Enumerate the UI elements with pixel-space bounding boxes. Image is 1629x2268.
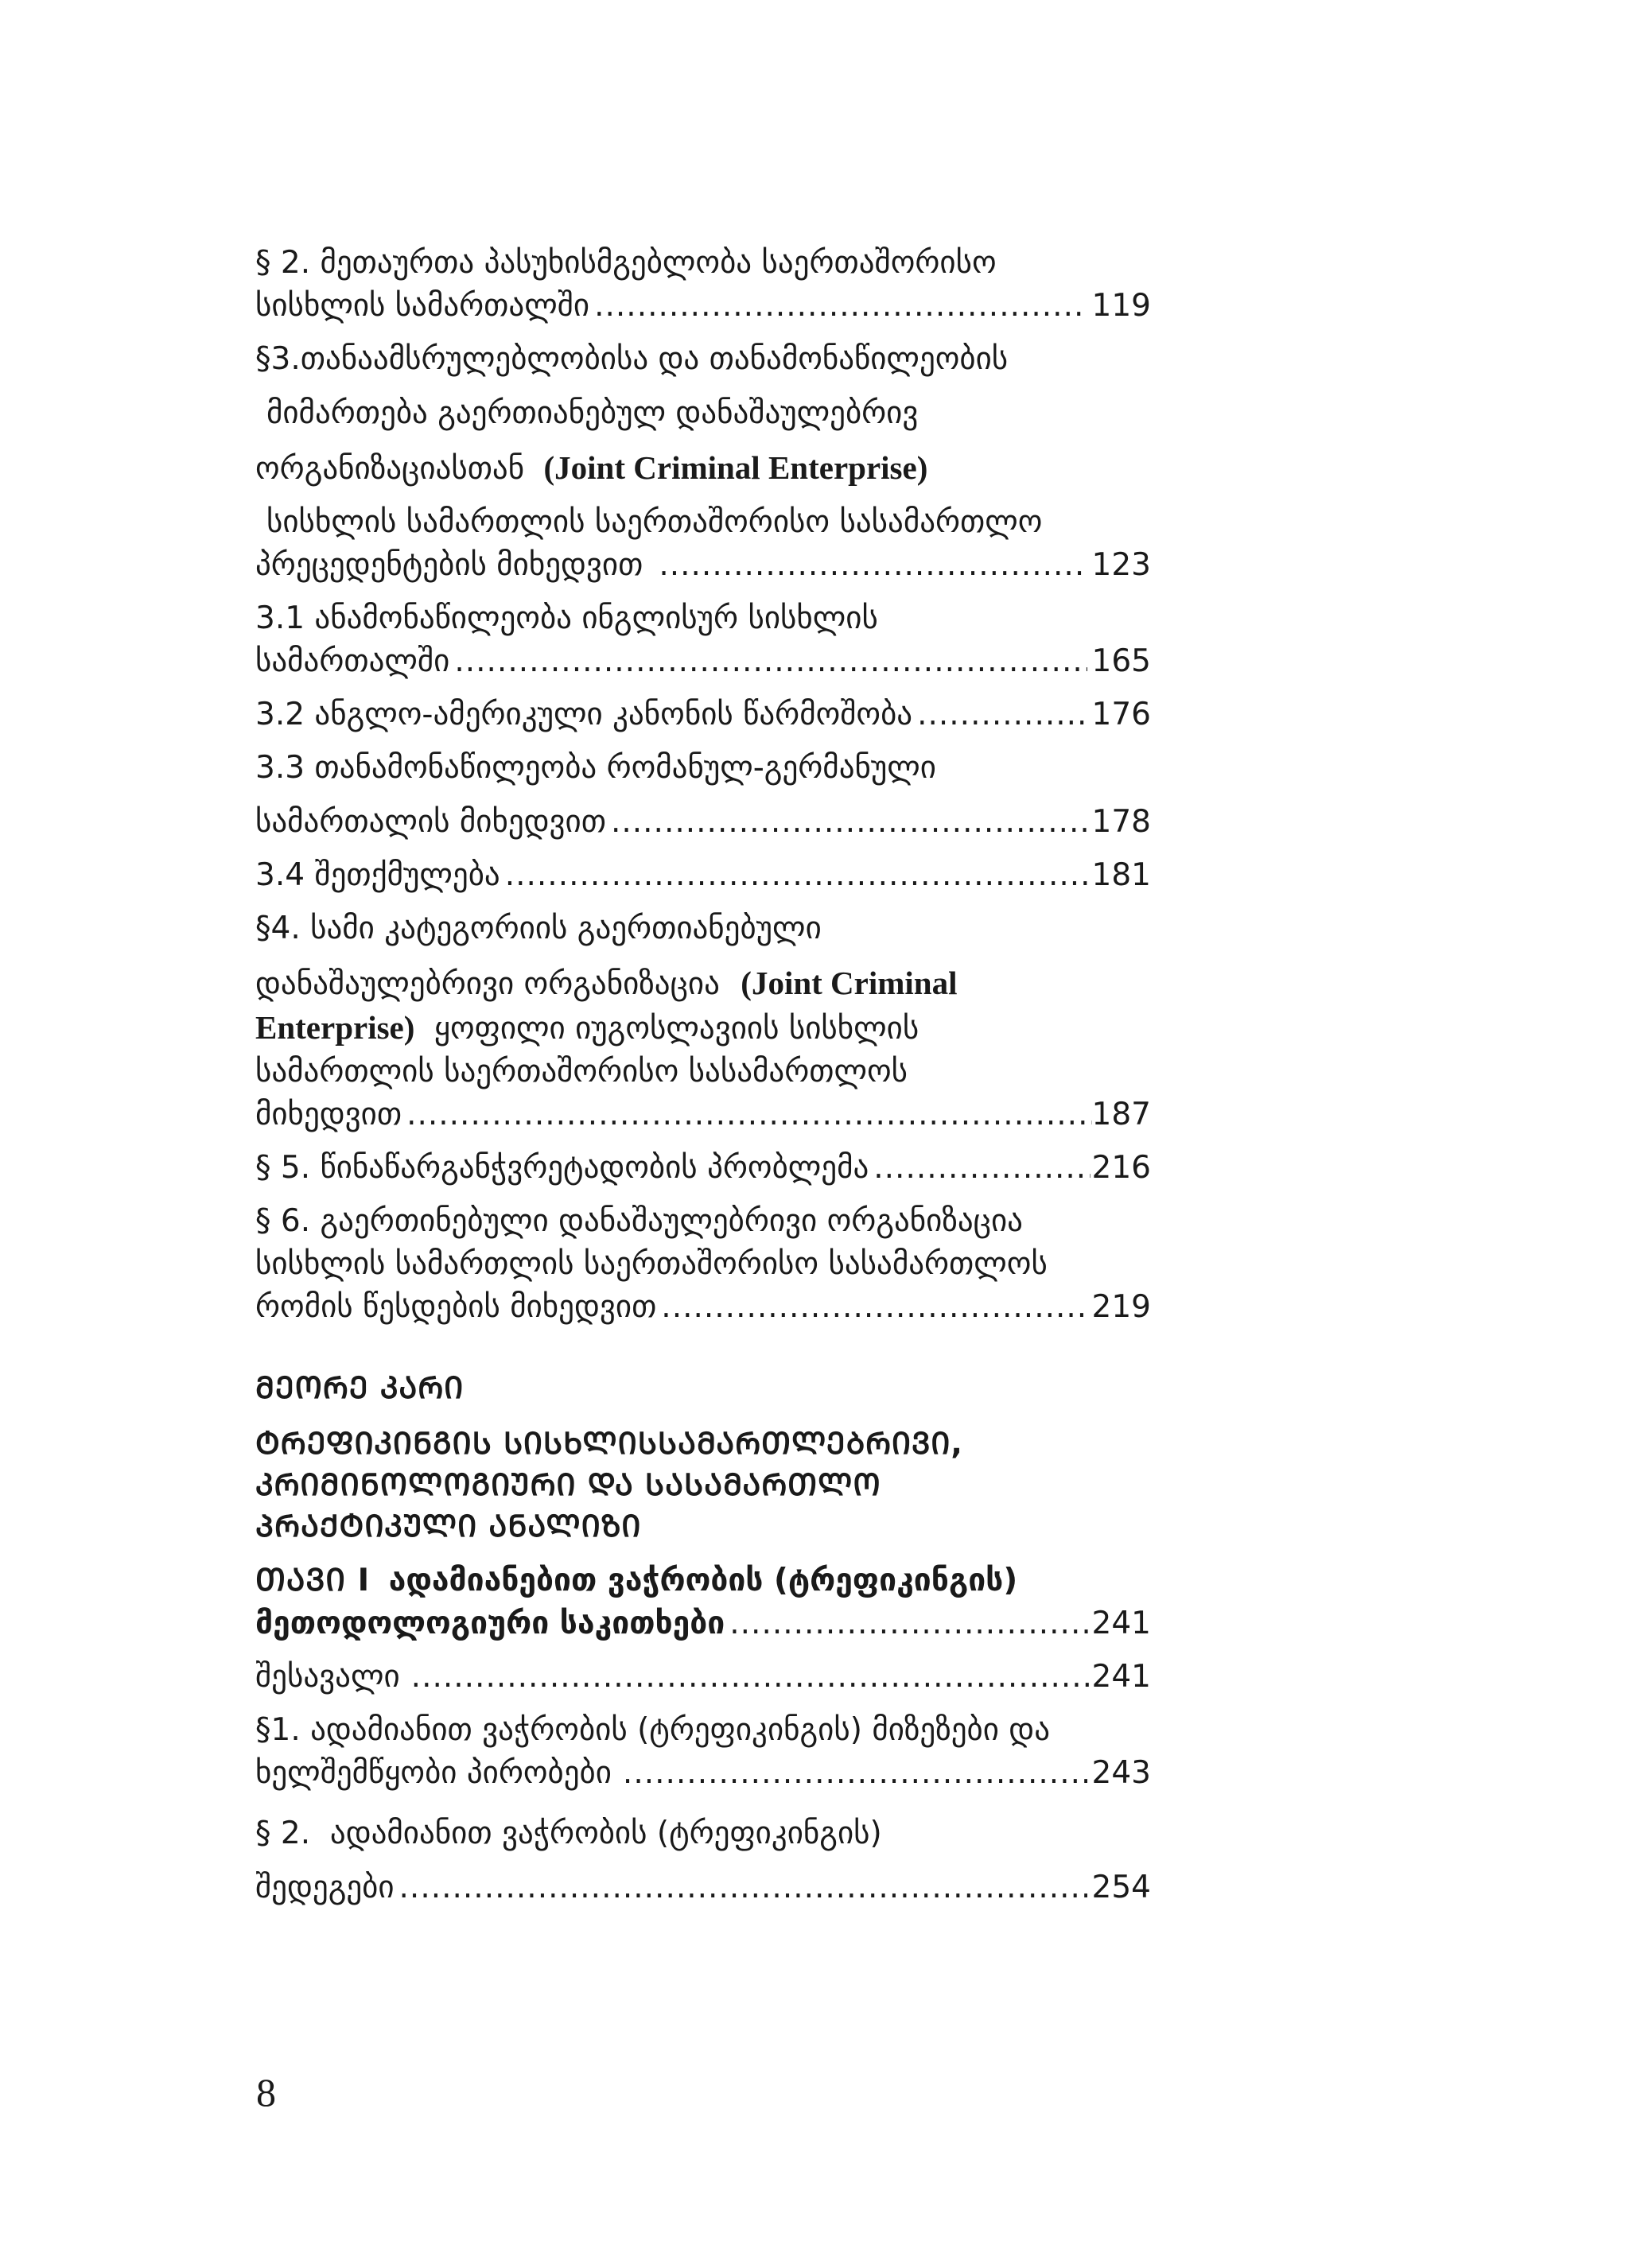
page-ref: 243 (1091, 1755, 1151, 1791)
entry-text: შედეგები (255, 1870, 395, 1905)
entry-text: მიხედვით (255, 1097, 402, 1132)
page-ref: 176 (1091, 697, 1151, 732)
entry-text: შესავალი (255, 1659, 400, 1695)
dot-leader (505, 854, 1087, 897)
toc-entry (255, 1812, 1151, 1909)
entry-line (255, 854, 1151, 897)
english-term: (Joint Criminal (741, 965, 958, 1001)
english-term: Enterprise) (255, 1009, 415, 1046)
entry-text: § 6. გაერთინებული დანაშაულებრივი ორგანიზაცია (255, 1203, 1023, 1239)
entry-line (255, 1752, 1151, 1795)
entry-line (255, 285, 1151, 328)
entry-line (255, 1093, 1151, 1136)
toc-entry (255, 1656, 1151, 1699)
entry-text: §3.თანაამსრულებლობისა და თანამონაწილეობის (255, 341, 1009, 377)
entry-text: §4. სამი კატეგორიის გაერთიანებული (255, 911, 822, 946)
toc-entry (255, 854, 1151, 897)
dot-leader (659, 544, 1087, 587)
table-of-contents (255, 242, 1151, 1920)
page-number: 8 (256, 2070, 276, 2115)
page-ref: 165 (1091, 643, 1151, 679)
chapter-title: მეთოდოლოგიური საკითხები (255, 1606, 725, 1641)
dot-leader (406, 1093, 1091, 1136)
entry-line (255, 1602, 1151, 1645)
entry-text: 3.2 ანგლო-ამერიკული კანონის წარმოშობა (255, 697, 913, 732)
toc-entry (255, 1709, 1151, 1795)
entry-text: პრეცედენტების მიხედვით (255, 547, 643, 583)
entry-text: სამართალში (255, 643, 450, 679)
toc-entry (255, 907, 1151, 1136)
entry-line (255, 1286, 1151, 1329)
entry-line (255, 801, 1151, 844)
entry-text: §1. ადამიანით ვაჭრობის (ტრეფიკინგის) მიზეზები და (255, 1712, 1051, 1748)
entry-text-line (255, 1006, 1151, 1051)
entry-text: ხელშემწყობი პირობები (255, 1755, 612, 1791)
entry-text: ორგანიზაციასთან (255, 451, 525, 487)
toc-entry (255, 1147, 1151, 1190)
dot-leader (873, 1147, 1090, 1190)
entry-text: სისხლის სამართლის საერთაშორისო სასამართლო (266, 504, 1043, 540)
page-ref: 123 (1091, 547, 1151, 583)
page-ref: 241 (1091, 1659, 1151, 1695)
toc-entry (255, 597, 1151, 683)
entry-line (255, 693, 1151, 736)
part-title-line: ᲙᲠᲘᲛᲘᲜᲝᲚᲝᲒᲘᲣᲠᲘ ᲓᲐ ᲡᲐᲡᲐᲛᲐᲠᲗᲚᲝ (255, 1467, 881, 1502)
entry-text: § 2. მეთაურთა პასუხისმგებლობა საერთაშორისო (255, 245, 997, 281)
entry-text: რომის წესდების მიხედვით (255, 1289, 657, 1325)
dot-leader (729, 1602, 1091, 1645)
entry-text: § 2. ადამიანით ვაჭრობის (ტრეფიკინგის) (255, 1816, 882, 1851)
chapter-title: ადამიანებით ვაჭრობის (ტრეფიკინგის) (388, 1563, 1018, 1598)
entry-text: 3.4 შეთქმულება (255, 857, 500, 893)
toc-entry (255, 338, 1151, 491)
entry-text-line (255, 446, 1151, 491)
dot-leader (661, 1286, 1090, 1329)
page-ref: 216 (1091, 1150, 1151, 1186)
page-ref: 178 (1091, 804, 1151, 840)
toc-entry (255, 242, 1151, 328)
dot-leader (594, 285, 1087, 328)
dot-leader (454, 640, 1087, 683)
part-title-line: ᲞᲠᲐᲥᲢᲘᲙᲣᲚᲘ ᲐᲜᲐᲚᲘᲖᲘ (255, 1509, 642, 1544)
chapter-label: ᲗᲐᲕᲘ I (255, 1563, 371, 1598)
part-label: ᲛᲔᲝᲠᲔ ᲙᲐᲠᲘ (255, 1370, 465, 1405)
dot-leader (611, 801, 1087, 844)
entry-text: დანაშაულებრივი ორგანიზაცია (255, 966, 720, 1002)
entry-line (255, 1147, 1151, 1190)
page-ref: 119 (1091, 288, 1151, 324)
entry-text-line (255, 961, 1151, 1006)
entry-line (255, 640, 1151, 683)
toc-entry (255, 1200, 1151, 1329)
entry-text: სისხლის სამართალში (255, 288, 590, 324)
dot-leader (411, 1656, 1092, 1699)
part-title-line: ᲢᲠᲔᲤᲘᲙᲘᲜᲒᲘᲡ ᲡᲘᲡᲮᲚᲘᲡᲡᲐᲛᲐᲠᲗᲚᲔᲑᲠᲘᲕᲘ, (255, 1426, 963, 1461)
english-term: (Joint Criminal Enterprise) (543, 449, 928, 486)
toc-entry (255, 501, 1151, 587)
dot-leader (399, 1866, 1087, 1909)
dot-leader (623, 1752, 1087, 1795)
entry-line (255, 1656, 1151, 1699)
page-ref: 187 (1091, 1097, 1151, 1132)
entry-text: სამართალის მიხედვით (255, 804, 606, 840)
chapter-entry (255, 1559, 1151, 1645)
entry-text: 3.1 ანამონაწილეობა ინგლისურ სისხლის (255, 600, 878, 636)
entry-text: ყოფილი იუგოსლავიის სისხლის (433, 1011, 919, 1047)
entry-line (255, 1866, 1151, 1909)
toc-entry (255, 693, 1151, 736)
entry-text: § 5. წინაწარგანჭვრეტადობის პრობლემა (255, 1150, 869, 1186)
page-ref: 219 (1091, 1289, 1151, 1325)
entry-line (255, 544, 1151, 587)
toc-entry (255, 747, 1151, 844)
page-ref: 254 (1091, 1870, 1151, 1905)
dot-leader (917, 693, 1087, 736)
entry-text: მიმართება გაერთიანებულ დანაშაულებრივ (266, 395, 919, 431)
page-ref: 241 (1091, 1606, 1151, 1641)
part-title (255, 1423, 1151, 1547)
page-ref: 181 (1091, 857, 1151, 893)
entry-text: სისხლის სამართლის საერთაშორისო სასამართლოს (255, 1246, 1048, 1282)
chapter-heading-line (255, 1559, 1151, 1602)
entry-text: სამართლის საერთაშორისო სასამართლოს (255, 1054, 908, 1089)
entry-text: 3.3 თანამონაწილეობა რომანულ-გერმანული (255, 750, 936, 786)
